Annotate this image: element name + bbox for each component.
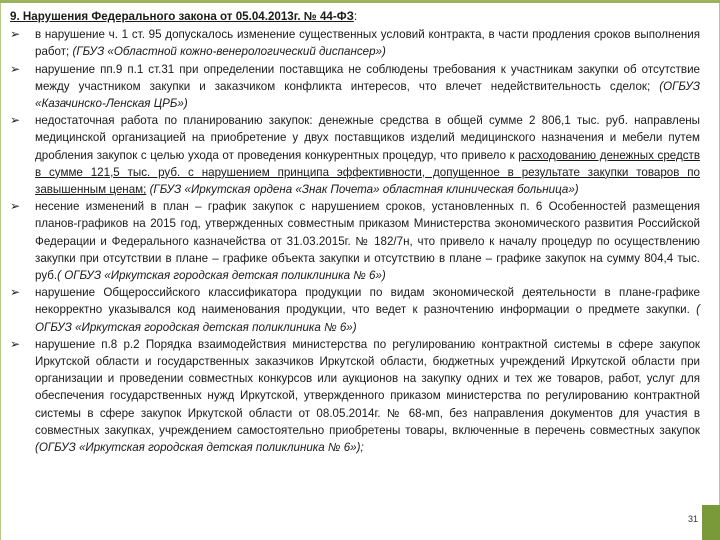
- item-text: нарушение пп.9 п.1 ст.31 при определении поставщика не соблюдены требования к участникам закупки об отсутствие между участником закупки и заказчиком конфликта интересов, что влечет недействительность сделок;: [35, 62, 700, 93]
- item-text: в нарушение ч. 1 ст. 95 допускалось изменение существенных условий контракта, в части продления сроков выполнения работ;: [35, 28, 700, 59]
- item-org: (ГБУЗ «Областной кожно-венерологический диспансер»): [72, 45, 386, 59]
- arrow-bullet-icon: ➢: [10, 113, 21, 128]
- item-org: (ОГБУЗ «Казачинско-Ленская ЦРБ»): [35, 79, 700, 111]
- heading-title: 9. Нарушения Федерального закона от 05.04.2013г. № 44-ФЗ: [10, 10, 354, 23]
- section-heading: [10, 8, 700, 25]
- item-text: недостаточная работа по планированию закупок: денежные средства в общей сумме 2 806,1 тыс. руб. направлены медицинской организацией на приобретение у двух поставщиков изделий медицинского назначения и мебели путем дробления закупок с целью ухода от проведения конкурентных процедур, что привело к: [35, 114, 700, 162]
- item-org: ( ОГБУЗ «Иркутская городская детская поликлиника № 6»): [57, 269, 386, 283]
- page-number: 31: [688, 514, 699, 524]
- list-item: [10, 61, 700, 113]
- arrow-bullet-icon: ➢: [10, 61, 21, 76]
- item-org: ( ОГБУЗ «Иркутская городская детская поликлиника № 6»): [35, 303, 700, 334]
- arrow-bullet-icon: ➢: [10, 199, 21, 214]
- item-text: нарушение п.8 р.2 Порядка взаимодействия министерства по регулированию контрактной системы в сфере закупок Иркутской области и государственных заказчиков Иркутской области, бюджетных учреждений Иркутской области при организации и проведении совместных конкурсов или аукционов на закупку одних и тех же товаров, работ, услуг для обеспечения государственных нужд Иркутской, утвержденного приказом министерства по регулированию контрактной системы в сфере закупок Иркутской области от 08.05.2014г. № 68-мп, без направления документов для участия в совместных закупках, учреждением самостоятельно приобретены товары, включенные в перечень совместных закупок: [35, 337, 700, 437]
- arrow-bullet-icon: ➢: [10, 285, 21, 300]
- list-item: [10, 26, 700, 60]
- list-item: [10, 336, 700, 456]
- item-org: (ГБУЗ «Иркутская ордена «Знак Почета» областная клиническая больница»): [146, 183, 579, 197]
- list-item: [10, 284, 700, 336]
- list-item: [10, 112, 700, 198]
- item-org: (ОГБУЗ «Иркутская городская детская поликлиника № 6»);: [35, 441, 364, 455]
- corner-accent-strip: [702, 505, 720, 540]
- slide-content: [10, 8, 700, 456]
- arrow-bullet-icon: ➢: [10, 336, 21, 351]
- item-text: несение изменений в план – график закупок с нарушением сроков, установленных п. 6 Особенностей размещения планов-графиков на 2015 год, утвержденных совместным приказом Министерства экономического развития Российской Федерации и Федерального казначейства от 31.03.2015г. № 182/7н, что привело к началу процедур по осуществлению закупки при отсутствии в плане – графике объекта закупки и отсутствию в плане – графике закупок на сумму 804,4 тыс. руб.: [35, 200, 700, 283]
- heading-suffix: :: [353, 10, 358, 23]
- item-text: нарушение Общероссийского классификатора продукции по видам экономической деятельности в плане-графике некорректно указывался код наименования продукции, что ведет к разночтению информации о предмете закупки.: [35, 286, 700, 317]
- violations-list: [10, 26, 700, 456]
- arrow-bullet-icon: ➢: [10, 27, 21, 42]
- list-item: [10, 198, 700, 284]
- item-underlined-text: расходованию денежных средств в сумме 121,5 тыс. руб. с нарушением принципа эффективности, допущенное в результате закупки товаров по завышенным ценам;: [35, 148, 700, 197]
- top-accent-rule: [0, 0, 720, 3]
